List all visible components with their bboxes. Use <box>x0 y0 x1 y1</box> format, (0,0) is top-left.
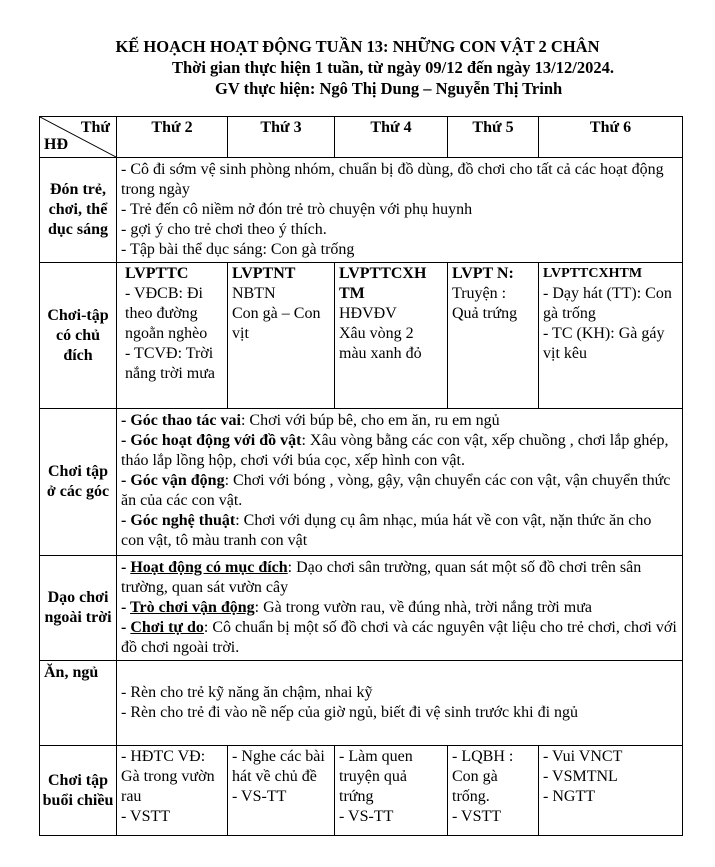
lesson-friday <box>539 263 683 409</box>
lesson-body: - Dạy hát (TT): Con gà trống <box>543 285 672 322</box>
afternoon-wednesday <box>335 746 448 836</box>
lesson-body: Xâu vòng 2 màu xanh đỏ <box>339 325 422 362</box>
plan-teachers: GV thực hiện: Ngô Thị Dung – Nguyễn Thị Trinh <box>215 79 563 98</box>
corner-item-name: - Góc vận động <box>121 472 225 489</box>
corner-bottom-label: HĐ <box>44 136 68 153</box>
welcome-content <box>117 158 683 263</box>
eat-line: - Rèn cho trẻ kỹ năng ăn chậm, nhai kỹ <box>121 684 373 701</box>
table-row-corners <box>40 409 683 556</box>
afternoon-line: - HĐTC VĐ: Gà trong vườn rau <box>121 748 215 805</box>
corner-item-name: - Góc nghệ thuật <box>121 512 236 529</box>
outdoor-item <box>121 558 678 598</box>
lesson-body: - TC (KH): Gà gáy vịt kêu <box>543 325 665 362</box>
plan-title: KẾ HOẠCH HOẠT ĐỘNG TUẦN 13: NHỮNG CON VẬT 2 CHÂN <box>115 37 600 56</box>
afternoon-line: - VSMTNL <box>543 768 618 785</box>
plan-time: Thời gian thực hiện 1 tuần, từ ngày 09/12 đến ngày 13/12/2024. <box>172 58 614 77</box>
corner-item-text: : Chơi với búp bê, cho em ăn, ru em ngủ <box>240 412 500 429</box>
outdoor-item-prefix: - <box>121 599 131 616</box>
lesson-body: Truyện : Quả trứng <box>452 285 518 322</box>
table-row-welcome <box>40 158 683 263</box>
lesson-monday <box>117 263 228 409</box>
outdoor-item-name: Chơi tự do <box>130 619 204 636</box>
afternoon-line: - Nghe các bài hát về chủ đề <box>232 748 325 785</box>
outdoor-content <box>117 556 683 661</box>
afternoon-line: - VS-TT <box>232 788 287 805</box>
lesson-title: LVPTTCXH TM <box>339 265 427 302</box>
outdoor-item-text: : Gà trong vườn rau, về đúng nhà, trời nắng trời mưa <box>254 599 592 616</box>
lesson-body: NBTN <box>232 285 276 302</box>
corner-item-text: : Chơi với dụng cụ âm nhạc, múa hát về con vật, nặn thức ăn cho con vật, tô màu tranh con vật <box>121 512 652 549</box>
weekly-plan-table <box>39 116 683 836</box>
table-row-eat <box>40 661 683 746</box>
welcome-line: - Cô đi sớm vệ sinh phòng nhóm, chuẩn bị đồ dùng, đồ chơi cho tất cả các hoạt động trong ngày <box>121 161 664 198</box>
lesson-body: Con gà – Con vịt <box>232 305 321 342</box>
day-header: Thứ 4 <box>335 117 448 158</box>
corner-cell <box>40 117 117 158</box>
afternoon-line: - VSTT <box>452 808 502 825</box>
lesson-tuesday <box>228 263 335 409</box>
corner-item <box>121 511 678 551</box>
outdoor-item-text: : Dạo chơi sân trường, quan sát một số đồ chơi trên sân trường, quan sát vườn cây <box>121 559 642 596</box>
welcome-line: - Tập bài thể dục sáng: Con gà trống <box>121 241 355 258</box>
row-label-corners: Chơi tập ở các góc <box>40 409 117 556</box>
table-row-afternoon <box>40 746 683 836</box>
afternoon-tuesday <box>228 746 335 836</box>
welcome-line: - gợi ý cho trẻ chơi theo ý thích. <box>121 221 327 238</box>
corner-item-name: - Góc thao tác vai <box>121 412 241 429</box>
lesson-title: LVPTNT <box>232 265 296 282</box>
row-label-afternoon: Chơi tập buổi chiều <box>40 746 117 836</box>
day-header: Thứ 5 <box>448 117 539 158</box>
afternoon-line: - VSTT <box>121 808 171 825</box>
day-header: Thứ 3 <box>228 117 335 158</box>
afternoon-line: - Vui VNCT <box>543 748 623 765</box>
afternoon-monday <box>117 746 228 836</box>
corners-content <box>117 409 683 556</box>
lesson-title: LVPT N: <box>452 265 514 282</box>
outdoor-item <box>121 618 678 658</box>
corner-item <box>121 471 678 511</box>
corner-item-text: : Xâu vòng bằng các con vật, xếp chuồng , chơi lắp ghép, tháo lắp lồng hộp, chơi với búa cọc, xếp hình con vật. <box>121 432 669 469</box>
corner-item <box>121 431 678 471</box>
table-row-lessons <box>40 263 683 409</box>
lesson-body: HĐVĐV <box>339 305 397 322</box>
corner-item-text: : Chơi với bóng , vòng, gậy, vận chuyển các con vật, vận chuyển thức ăn của các con vật. <box>121 472 671 509</box>
welcome-line: - Trẻ đến cô niềm nở đón trẻ trò chuyện với phụ huynh <box>121 201 473 218</box>
day-header: Thứ 6 <box>539 117 683 158</box>
afternoon-line: - LQBH : Con gà trống. <box>452 748 514 805</box>
outdoor-item <box>121 598 678 618</box>
eat-content <box>117 661 683 746</box>
row-label-outdoor: Dạo chơi ngoài trời <box>40 556 117 661</box>
corner-top-label: Thứ <box>80 119 110 136</box>
outdoor-item-text: : Cô chuẩn bị một số đồ chơi và các nguyên vật liệu cho trẻ chơi, chơi với đồ chơi ngoài trời. <box>121 619 677 656</box>
row-label-lessons: Chơi-tập có chủ đích <box>40 263 117 409</box>
afternoon-line: - NGTT <box>543 788 595 805</box>
afternoon-line: - Làm quen truyện quả trứng <box>339 748 413 805</box>
row-label-welcome: Đón trẻ, chơi, thể dục sáng <box>40 158 117 263</box>
lesson-wednesday <box>335 263 448 409</box>
lesson-title: LVPTTC <box>125 265 189 282</box>
lesson-title: LVPTTCXHTM <box>543 266 643 281</box>
outdoor-item-prefix: - <box>121 619 131 636</box>
lesson-body: - TCVĐ: Trời nắng trời mưa <box>125 345 215 382</box>
outdoor-item-name: Hoạt động có mục đích <box>130 559 288 576</box>
eat-line: - Rèn cho trẻ đi vào nề nếp của giờ ngủ, biết đi vệ sinh trước khi đi ngủ <box>121 704 579 721</box>
corner-item <box>121 411 678 431</box>
afternoon-thursday <box>448 746 539 836</box>
table-row-outdoor <box>40 556 683 661</box>
outdoor-item-name: Trò chơi vận động <box>130 599 255 616</box>
lesson-body: - VĐCB: Đi theo đường ngoằn nghèo <box>125 285 208 342</box>
row-label-eat: Ăn, ngủ <box>40 661 117 746</box>
corner-item-name: - Góc hoạt động với đồ vật <box>121 432 302 449</box>
outdoor-item-prefix: - <box>121 559 131 576</box>
afternoon-friday <box>539 746 683 836</box>
table-header-row <box>40 117 683 158</box>
day-header: Thứ 2 <box>117 117 228 158</box>
afternoon-line: - VS-TT <box>339 808 394 825</box>
lesson-thursday <box>448 263 539 409</box>
